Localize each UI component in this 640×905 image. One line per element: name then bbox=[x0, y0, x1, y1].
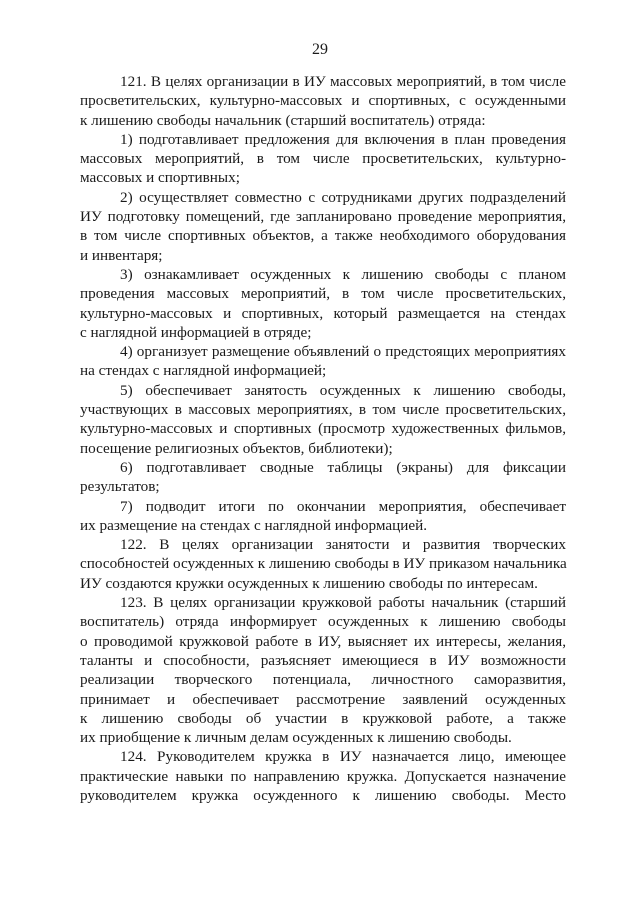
document-body bbox=[80, 72, 566, 805]
text-line: 4) организует размещение объявлений о предстоящих мероприятиях bbox=[120, 343, 566, 361]
text-line: 2) осуществляет совместно с сотрудниками других подразделений bbox=[120, 188, 566, 206]
page-number: 29 bbox=[312, 41, 328, 58]
text-line: результатов; bbox=[80, 478, 160, 496]
text-line: руководителем кружка осужденного к лишению свободы. Место bbox=[80, 786, 566, 804]
text-line: 124. Руководителем кружка в ИУ назначается лицо, имеющее bbox=[120, 748, 566, 766]
text-line: массовых и спортивных; bbox=[80, 169, 240, 187]
text-line: на стендах с наглядной информацией; bbox=[80, 362, 327, 380]
text-line: 3) ознакамливает осужденных к лишению свободы с планом bbox=[120, 265, 566, 283]
text-line: и инвентаря; bbox=[80, 246, 163, 264]
text-line: ИУ подготовку помещений, где запланировано проведение мероприятия, bbox=[80, 208, 566, 226]
text-line: практические навыки по направлению кружка. Допускается назначение bbox=[80, 767, 566, 785]
text-line: проведения массовых мероприятий, в том числе просветительских, bbox=[80, 285, 566, 303]
text-line: таланты и способности, разъясняет имеющиеся в ИУ возможности bbox=[80, 651, 566, 669]
text-line: 1) подготавливает предложения для включения в план проведения bbox=[120, 130, 566, 148]
text-line: 6) подготавливает сводные таблицы (экраны) для фиксации bbox=[120, 458, 566, 476]
text-line: к лишению свободы начальник (старший воспитатель) отряда: bbox=[80, 111, 486, 129]
text-line: 5) обеспечивает занятость осужденных к лишению свободы, bbox=[120, 381, 566, 399]
text-line: принимает и обеспечивает рассмотрение заявлений осужденных bbox=[80, 690, 566, 708]
text-line: 121. В целях организации в ИУ массовых мероприятий, в том числе bbox=[120, 73, 566, 90]
text-line: 122. В целях организации занятости и развития творческих bbox=[120, 536, 566, 554]
text-line: их размещение на стендах с наглядной информацией. bbox=[80, 516, 428, 534]
text-line: просветительских, культурно-массовых и спортивных, с осужденными bbox=[80, 92, 566, 110]
text-line: к лишению свободы об участии в кружковой работе, а также bbox=[80, 709, 566, 727]
text-line: культурно-массовых и спортивных, который размещается на стендах bbox=[80, 304, 566, 322]
text-line: 123. В целях организации кружковой работы начальник (старший bbox=[120, 594, 566, 612]
text-line: 7) подводит итоги по окончании мероприятия, обеспечивает bbox=[120, 497, 566, 515]
text-line: их приобщение к личным делам осужденных к лишению свободы. bbox=[80, 729, 512, 747]
text-line: массовых мероприятий, в том числе просветительских, культурно- bbox=[80, 150, 566, 168]
text-line: воспитатель) отряда информирует осужденных к лишению свободы bbox=[80, 613, 566, 631]
text-line: с наглядной информацией в отряде; bbox=[80, 323, 312, 341]
text-line: посещение религиозных объектов, библиотеки); bbox=[80, 439, 393, 457]
text-line: способностей осужденных к лишению свободы в ИУ приказом начальника bbox=[80, 555, 567, 573]
text-line: ИУ создаются кружки осужденных к лишению свободы по интересам. bbox=[80, 574, 538, 592]
text-line: в том числе спортивных объектов, а также необходимого оборудования bbox=[80, 227, 566, 245]
text-line: о проводимой кружковой работе в ИУ, выясняет их интересы, желания, bbox=[80, 632, 566, 650]
text-line: культурно-массовых и спортивных (просмотр художественных фильмов, bbox=[80, 420, 566, 438]
text-line: реализации творческого потенциала, личностного саморазвития, bbox=[80, 671, 566, 689]
text-line: участвующих в массовых мероприятиях, в том числе просветительских, bbox=[80, 401, 566, 419]
